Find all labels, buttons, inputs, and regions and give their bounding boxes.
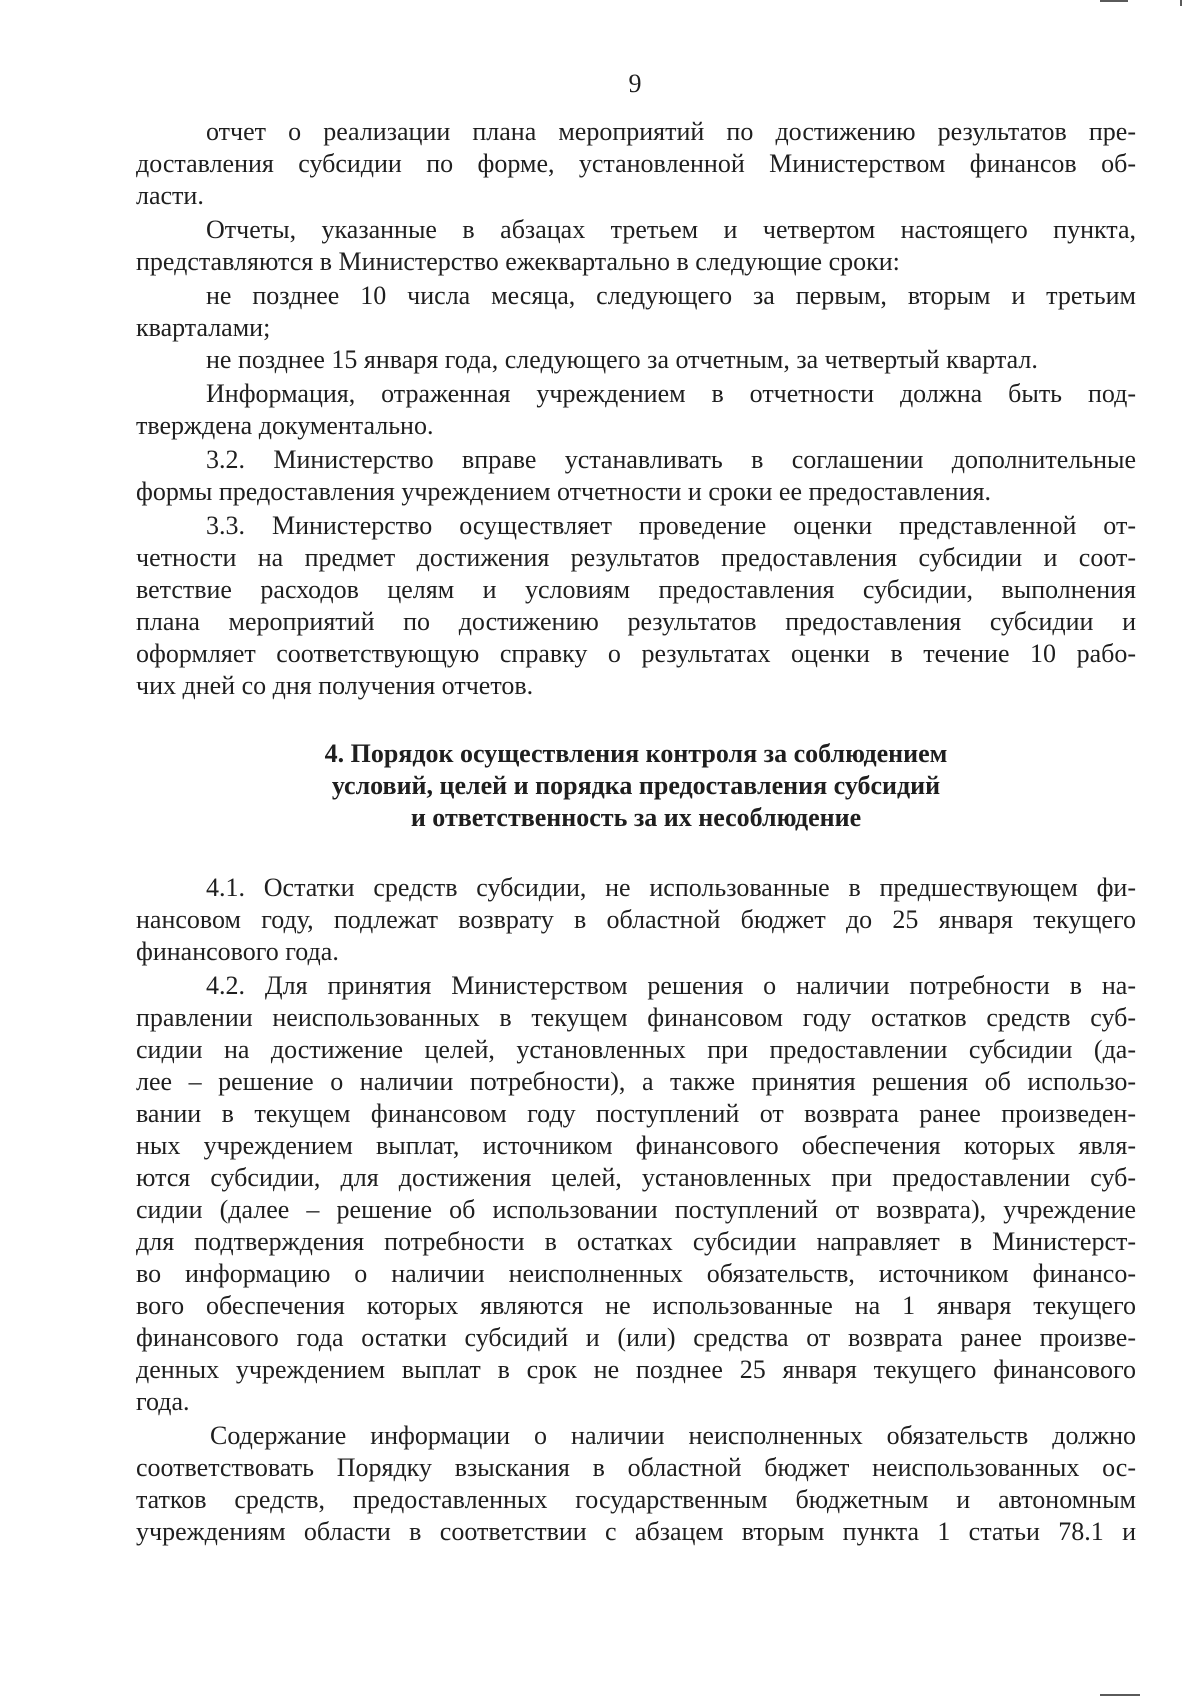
text-line: Содержание информации о наличии неисполненных обязательств должно — [210, 1421, 1136, 1450]
text-line: доставления субсидии по форме, установленной Министерством финансов об- — [136, 149, 1136, 178]
scan-artifact-top-edge — [1180, 0, 1182, 6]
text-line: нансовом году, подлежат возврату в областной бюджет до 25 января текущего — [136, 905, 1136, 934]
text-line: денных учреждением выплат в срок не позднее 25 января текущего финансового — [136, 1355, 1136, 1384]
text-line: не позднее 15 января года, следующего за отчетным, за четвертый квартал. — [206, 345, 1038, 374]
text-line: финансового года остатки субсидий и (или) средства от возврата ранее произве- — [136, 1323, 1136, 1352]
text-line: чих дней со дня получения отчетов. — [136, 671, 534, 700]
text-line: правлении неиспользованных в текущем финансовом году остатков средств суб- — [136, 1003, 1136, 1032]
text-line: Информация, отраженная учреждением в отчетности должна быть под- — [206, 379, 1136, 408]
section-heading-line: и ответственность за их несоблюдение — [410, 803, 862, 832]
text-line: вого обеспечения которых являются не использованные на 1 января текущего — [136, 1291, 1136, 1320]
text-line: ных учреждением выплат, источником финансового обеспечения которых явля- — [136, 1131, 1136, 1160]
text-line: года. — [136, 1387, 190, 1416]
text-line: лее – решение о наличии потребности), а также принятия решения об использо- — [136, 1067, 1136, 1096]
text-line: 3.2. Министерство вправе устанавливать в соглашении дополнительные — [206, 445, 1136, 474]
text-line: 4.1. Остатки средств субсидии, не использованные в предшествующем фи- — [206, 873, 1136, 902]
text-line: Отчеты, указанные в абзацах третьем и четвертом настоящего пункта, — [206, 215, 1136, 244]
text-line: для подтверждения потребности в остатках субсидии направляет в Министерст- — [136, 1227, 1136, 1256]
text-line: плана мероприятий по достижению результатов предоставления субсидии и — [136, 607, 1136, 636]
text-line: сидии на достижение целей, установленных при предоставлении субсидии (да- — [136, 1035, 1136, 1064]
text-line: 4.2. Для принятия Министерством решения о наличии потребности в на- — [206, 971, 1136, 1000]
text-line: оформляет соответствующую справку о результатах оценки в течение 10 рабо- — [136, 639, 1136, 668]
text-line: представляются в Министерство ежеквартально в следующие сроки: — [136, 247, 900, 276]
text-line: ются субсидии, для достижения целей, установленных при предоставлении суб- — [136, 1163, 1136, 1192]
text-line: кварталами; — [136, 313, 271, 342]
text-line: ласти. — [136, 181, 204, 210]
text-line: отчет о реализации плана мероприятий по достижению результатов пре- — [206, 117, 1136, 146]
text-line: сидии (далее – решение об использовании поступлений от возврата), учреждение — [136, 1195, 1136, 1224]
scan-artifact-bottom-right — [1100, 1694, 1140, 1696]
text-line: четности на предмет достижения результатов предоставления субсидии и соот- — [136, 543, 1136, 572]
text-line: вании в текущем финансовом году поступлений от возврата ранее произведен- — [136, 1099, 1136, 1128]
page-number: 9 — [628, 69, 642, 98]
section-heading-line: условий, целей и порядка предоставления субсидий — [331, 771, 941, 800]
section-heading-line: 4. Порядок осуществления контроля за соблюдением — [324, 739, 948, 768]
text-line: не позднее 10 числа месяца, следующего за первым, вторым и третьим — [206, 281, 1136, 310]
text-line: финансового года. — [136, 937, 339, 966]
text-line: формы предоставления учреждением отчетности и сроки ее предоставления. — [136, 477, 991, 506]
text-line: учреждениям области в соответствии с абзацем вторым пункта 1 статьи 78.1 и — [136, 1517, 1136, 1546]
text-line: ветствие расходов целям и условиям предоставления субсидии, выполнения — [136, 575, 1136, 604]
text-line: соответствовать Порядку взыскания в областной бюджет неиспользованных ос- — [136, 1453, 1136, 1482]
text-line: тверждена документально. — [136, 411, 434, 440]
scan-artifact-top-right — [1100, 0, 1128, 2]
text-line: татков средств, предоставленных государственным бюджетным и автономным — [136, 1485, 1136, 1514]
text-line: во информацию о наличии неисполненных обязательств, источником финансо- — [136, 1259, 1136, 1288]
text-line: 3.3. Министерство осуществляет проведение оценки представленной от- — [206, 511, 1136, 540]
